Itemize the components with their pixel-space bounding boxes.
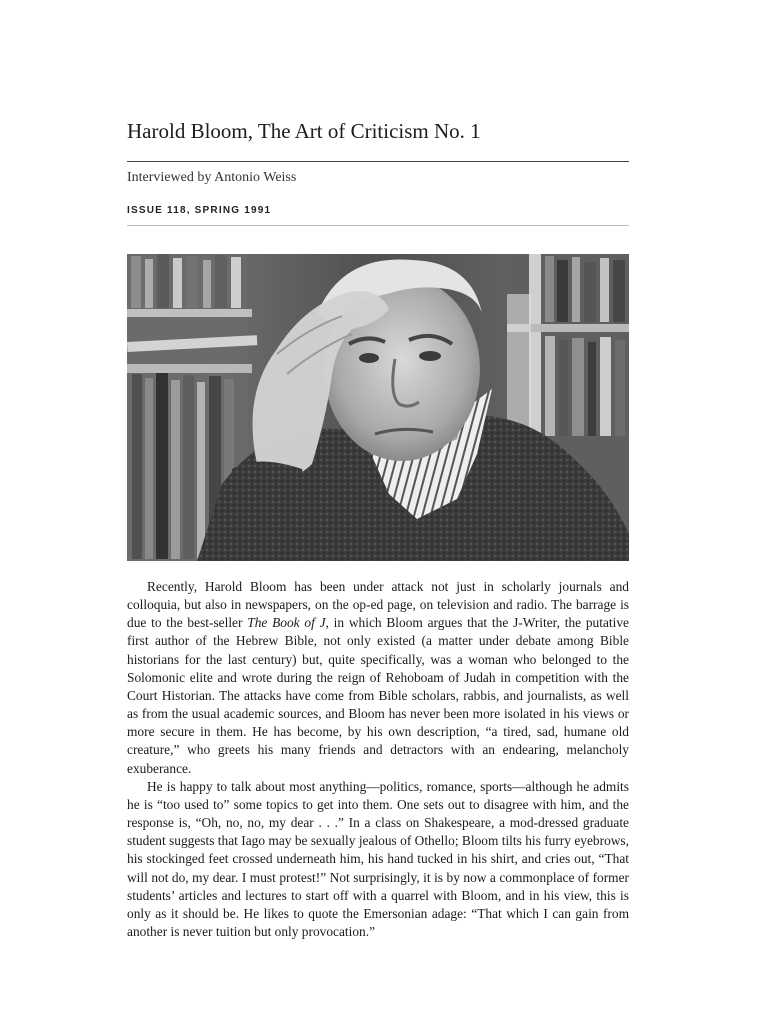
issue-label: ISSUE 118, SPRING 1991 [127,205,272,216]
body-paragraph-2: He is happy to talk about most anything—politics, romance, sports—although he admits he is “too used to” some topics to get into them. One sets out to disagree with him, and the response is, “Oh, no, no, my dear . . .” In a class on Shakespeare, a mod-dressed graduate student suggests that Iago may be sexually jealous of Othello; Bloom tilts his furry eyebrows, his stockinged feet crossed underneath him, his hand tucked in his shirt, and cries out, “That will not do, my dear. I must protest!” Not surprisingly, it is by now a commonplace of former students’ articles and lectures to start off with a quarrel with Bloom, and in his view, this is only as it should be. He likes to quote the Emersonian adage: “That which I can gain from another is never tuition but only provocation.” [127,778,629,939]
article-byline: Interviewed by Antonio Weiss [127,170,297,185]
article-body [127,578,629,941]
book-title: The Book of J [247,615,326,631]
title-divider [127,161,629,162]
portrait-image [127,254,629,561]
article-title: Harold Bloom, The Art of Criticism No. 1 [127,119,481,143]
portrait-photo [127,254,629,561]
body-paragraph-1: Recently, Harold Bloom has been under attack not just in scholarly journals and colloquia, but also in newspapers, on the op-ed page, on television and radio. The barrage is due to the best-seller The Book of J, in which Bloom argues that the J-Writer, the putative first author of the Hebrew Bible, not only existed (a matter under debate among Bible historians for the last century) but, quite specifically, was a woman who belonged to the Solomonic elite and wrote during the reign of Rehoboam of Judah in competition with the Court Historian. The attacks have come from Bible scholars, rabbis, and journalists, as well as from the usual academic sources, and Bloom has never been more isolated in his views or more secure in them. He has become, by his own description, “a tired, sad, humane old creature,” who greets his many friends and detractors with an endearing, melancholy exuberance. [127,579,629,776]
header-divider [127,225,629,226]
